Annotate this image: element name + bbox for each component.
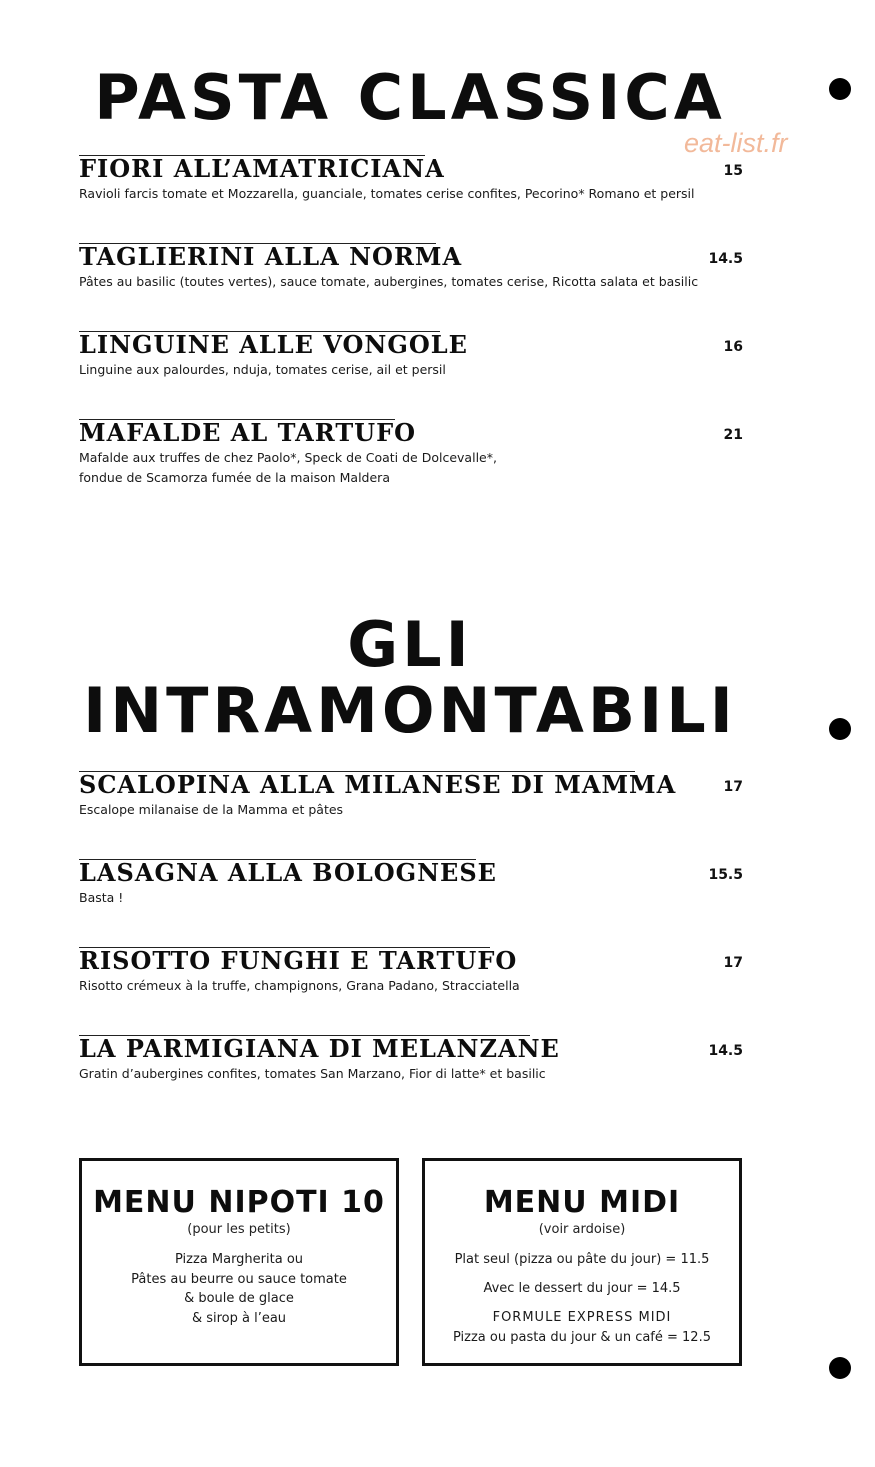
dish-name: RISOTTO FUNGHI E TARTUFO bbox=[79, 946, 518, 975]
menu-nipoti-line: & boule de glace bbox=[184, 1291, 294, 1306]
menu-midi-line: FORMULE EXPRESS MIDI bbox=[492, 1310, 672, 1325]
dish-description bbox=[79, 272, 739, 292]
menu-midi-line: Plat seul (pizza ou pâte du jour) = 11.5 bbox=[454, 1252, 710, 1267]
dish-description-line: Mafalde aux truffes de chez Paolo*, Speck de Coati de Dolcevalle*, bbox=[79, 450, 497, 465]
menu-midi-box bbox=[422, 1158, 742, 1366]
menu-midi-line: Pizza ou pasta du jour & un café = 12.5 bbox=[452, 1330, 711, 1345]
menu-nipoti-line: & sirop à l’eau bbox=[191, 1310, 287, 1326]
menu-midi-title: MENU MIDI bbox=[483, 1185, 681, 1220]
section-title-pasta-classica: PASTA CLASSICA bbox=[94, 61, 726, 134]
dish-name: LA PARMIGIANA DI MELANZANE bbox=[79, 1034, 560, 1063]
menu-item bbox=[79, 1035, 743, 1095]
menu-nipoti-subtitle: (pour les petits) bbox=[187, 1222, 291, 1237]
dish-description bbox=[79, 448, 739, 488]
menu-nipoti-line: Pâtes au beurre ou sauce tomate bbox=[131, 1271, 347, 1287]
menu-nipoti-title: MENU NIPOTI 10 bbox=[93, 1185, 385, 1220]
dish-description-line: Gratin d’aubergines confites, tomates San Marzano, Fior di latte* et basilic bbox=[79, 1066, 546, 1081]
dish-description bbox=[79, 184, 739, 204]
dish-price: 16 bbox=[723, 339, 743, 355]
menu-midi-lines bbox=[425, 1250, 739, 1347]
section-title-line: INTRAMONTABILI bbox=[83, 674, 737, 747]
dish-description bbox=[79, 976, 739, 996]
dish-description-line: fondue de Scamorza fumée de la maison Maldera bbox=[79, 470, 390, 485]
dish-description-line: Risotto crémeux à la truffe, champignons, Grana Padano, Stracciatella bbox=[79, 978, 520, 993]
dish-name: SCALOPINA ALLA MILANESE DI MAMMA bbox=[79, 770, 677, 799]
dish-description-line: Basta ! bbox=[79, 890, 124, 905]
dish-name: TAGLIERINI ALLA NORMA bbox=[79, 242, 463, 271]
dish-description bbox=[79, 800, 739, 820]
dish-description-line: Pâtes au basilic (toutes vertes), sauce tomate, aubergines, tomates cerise, Ricotta salata et basilic bbox=[79, 274, 699, 289]
punch-hole-middle bbox=[829, 718, 851, 740]
dish-price: 17 bbox=[723, 955, 743, 971]
menu-nipoti-line: Pizza Margherita ou bbox=[174, 1252, 304, 1267]
menu-item bbox=[79, 243, 743, 303]
dish-name: LINGUINE ALLE VONGOLE bbox=[79, 330, 468, 359]
dish-description bbox=[79, 1064, 739, 1084]
menu-midi-subtitle: (voir ardoise) bbox=[538, 1222, 626, 1237]
dish-name: LASAGNA ALLA BOLOGNESE bbox=[79, 858, 497, 887]
dish-price: 15 bbox=[723, 163, 743, 179]
dish-price: 14.5 bbox=[708, 1043, 743, 1059]
menu-midi-line: Avec le dessert du jour = 14.5 bbox=[483, 1281, 681, 1296]
dish-description-line: Ravioli farcis tomate et Mozzarella, guanciale, tomates cerise confites, Pecorino* Romano et persil bbox=[79, 186, 695, 201]
menu-nipoti-lines bbox=[82, 1250, 396, 1328]
menu-nipoti-box bbox=[79, 1158, 399, 1366]
dish-price: 14.5 bbox=[708, 251, 743, 267]
dish-description-line: Escalope milanaise de la Mamma et pâtes bbox=[79, 802, 344, 817]
menu-item bbox=[79, 947, 743, 1007]
dish-name: FIORI ALL’AMATRICIANA bbox=[79, 154, 445, 183]
section-title-gli-intramontabili bbox=[80, 608, 740, 747]
punch-hole-bottom bbox=[829, 1357, 851, 1379]
menu-item bbox=[79, 419, 743, 494]
menu-item bbox=[79, 331, 743, 391]
punch-hole-top bbox=[829, 78, 851, 100]
dish-description bbox=[79, 360, 739, 380]
watermark: eat-list.fr bbox=[684, 128, 788, 158]
menu-item bbox=[79, 155, 743, 215]
menu-item bbox=[79, 859, 743, 919]
section-title-line: GLI bbox=[347, 608, 473, 681]
dish-description-line: Linguine aux palourdes, nduja, tomates cerise, ail et persil bbox=[79, 362, 446, 377]
dish-price: 17 bbox=[723, 779, 743, 795]
dish-name: MAFALDE AL TARTUFO bbox=[79, 418, 417, 447]
menu-item bbox=[79, 771, 743, 831]
dish-description bbox=[79, 888, 739, 908]
dish-price: 15.5 bbox=[708, 867, 743, 883]
dish-price: 21 bbox=[723, 427, 743, 443]
